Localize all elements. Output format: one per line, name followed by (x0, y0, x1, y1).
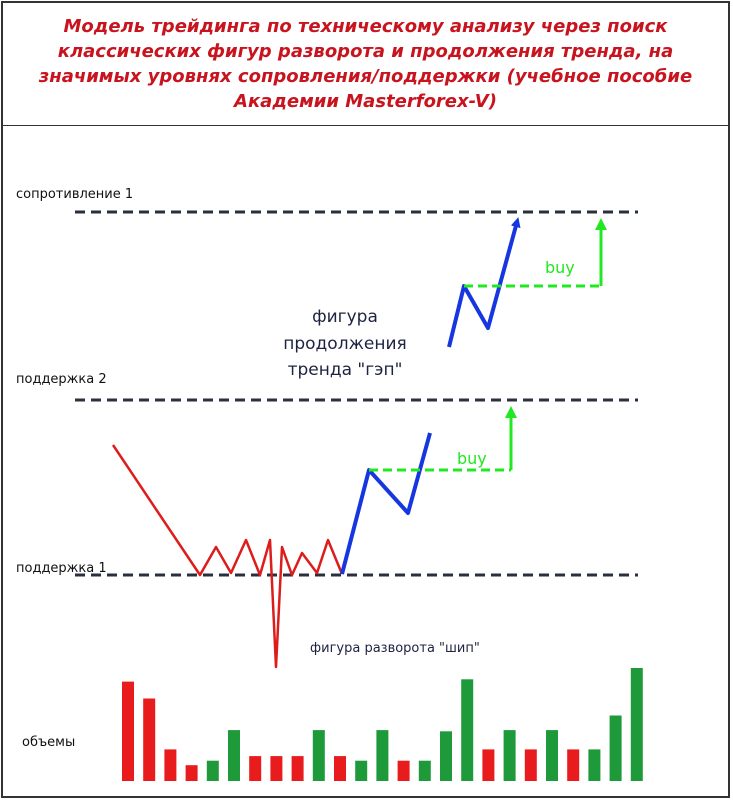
volume-bar (334, 756, 346, 781)
volume-bar (207, 761, 219, 781)
volume-bar (292, 756, 304, 781)
volume-bar (122, 682, 134, 781)
volume-bar (270, 756, 282, 781)
volume-bar (164, 749, 176, 781)
resistance-1-label: сопротивление 1 (16, 187, 134, 202)
volume-bar (440, 731, 452, 781)
volume-bar (376, 730, 388, 781)
downtrend-and-spike-line (113, 445, 342, 667)
volume-bar (525, 749, 537, 781)
volume-bars (122, 668, 643, 781)
volume-bar (419, 761, 431, 781)
volume-bar (610, 716, 622, 782)
volume-bar (504, 730, 516, 781)
volume-bar (461, 679, 473, 781)
volume-bar (398, 761, 410, 781)
diagram-title: Модель трейдинга по техническому анализу через поиск классических фигур разворота и продолжения тренда, на значимых уровнях сопровления/поддержки (учебное пособие Академии Masterforex-V) (38, 16, 693, 112)
volume-bar (249, 756, 261, 781)
volume-bar (186, 765, 198, 781)
volume-bar (631, 668, 643, 781)
volume-bar (355, 761, 367, 781)
volume-bar (546, 730, 558, 781)
gap-figure-label-line2: продолжения (283, 334, 407, 354)
volume-bar (143, 699, 155, 782)
volume-bar (228, 730, 240, 781)
support-2-label: поддержка 2 (16, 372, 107, 387)
support-1-label: поддержка 1 (16, 561, 107, 576)
buy-label-lower: buy (457, 449, 487, 468)
volume-bar (567, 749, 579, 781)
gap-figure-label-line3: тренда "гэп" (287, 360, 403, 380)
volume-bar (588, 749, 600, 781)
buy-label-upper: buy (545, 258, 575, 277)
gap-figure-label-line1: фигура (312, 307, 378, 327)
volume-bar (313, 730, 325, 781)
uptrend-lower-line (342, 433, 430, 574)
volumes-label: объемы (22, 735, 76, 750)
volume-bar (482, 749, 494, 781)
spike-figure-label: фигура разворота "шип" (310, 641, 480, 656)
